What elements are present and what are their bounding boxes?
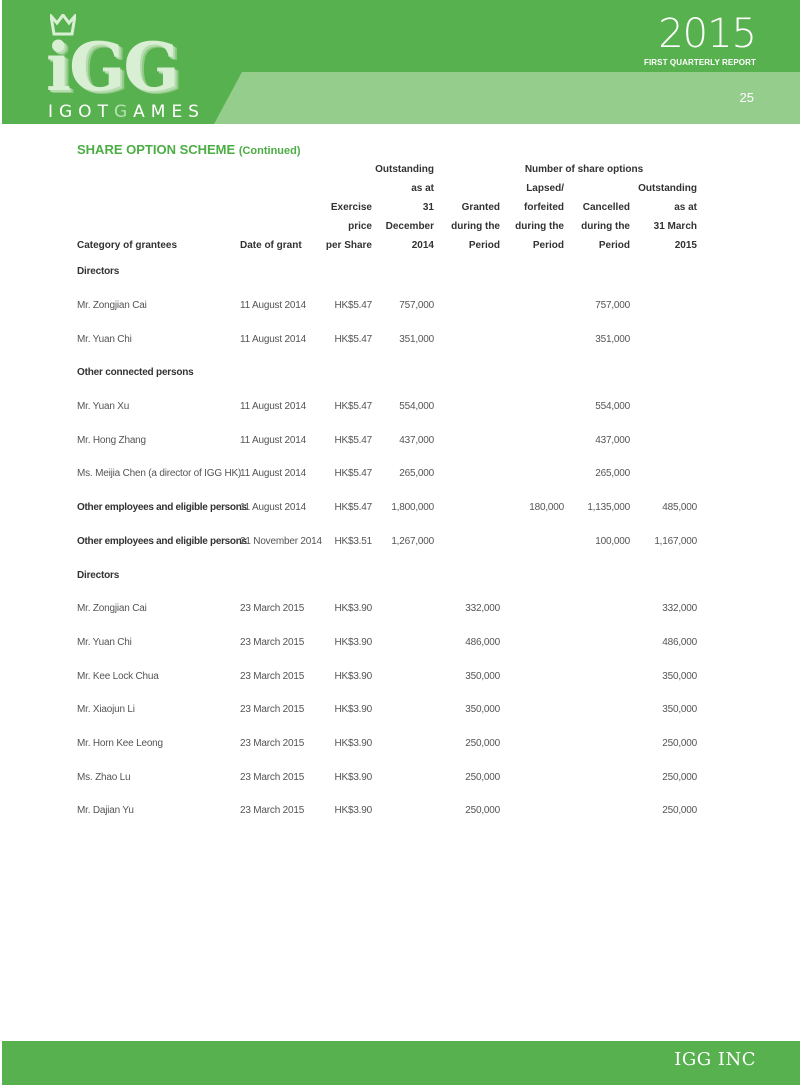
table-row	[77, 423, 697, 457]
cell-price: HK$5.47	[334, 434, 372, 446]
cell-date: 11 August 2014	[240, 401, 306, 413]
cell-out-2015: 250,000	[662, 737, 697, 749]
cell-lapsed	[500, 693, 564, 727]
cell-price: HK$3.90	[334, 603, 372, 615]
logo-tagline: IGOTGAMES	[48, 102, 205, 122]
cell-out-2014	[372, 794, 434, 828]
cell-price: HK$5.47	[334, 401, 372, 413]
cell-granted	[434, 390, 500, 424]
cell-price: HK$5.47	[334, 502, 372, 514]
page-number: 25	[739, 90, 754, 105]
cell-cancelled	[564, 760, 630, 794]
cell-name: Other employees and eligible persons	[77, 535, 247, 547]
cell-name: Mr. Horn Kee Leong	[77, 737, 163, 749]
cell-cancelled	[564, 659, 630, 693]
table-row	[77, 693, 697, 727]
cell-out-2015: 485,000	[662, 502, 697, 514]
cell-out-2015: 350,000	[662, 704, 697, 716]
cell-name: Ms. Zhao Lu	[77, 771, 131, 783]
cell-out-2014: 1,800,000	[391, 502, 434, 514]
cell-cancelled: 757,000	[595, 300, 630, 312]
cell-date: 23 March 2015	[240, 805, 305, 817]
column-header: Granted during the Period	[451, 202, 500, 251]
table-row	[77, 659, 697, 693]
table-row	[77, 289, 697, 323]
cell-date: 23 March 2015	[240, 737, 305, 749]
column-header: Outstanding as at 31 March 2015	[638, 183, 697, 251]
cell-name: Mr. Yuan Chi	[77, 636, 132, 648]
share-option-table	[77, 160, 697, 828]
section-title: SHARE OPTION SCHEME (Continued)	[77, 142, 301, 157]
cell-granted	[434, 491, 500, 525]
cell-lapsed	[500, 794, 564, 828]
column-header: Lapsed/ forfeited during the Period	[515, 183, 564, 251]
cell-name: Mr. Dajian Yu	[77, 805, 134, 817]
cell-cancelled	[564, 794, 630, 828]
cell-out-2015: 1,167,000	[654, 535, 697, 547]
cell-price: HK$3.90	[334, 737, 372, 749]
cell-lapsed	[500, 626, 564, 660]
cell-out-2015: 250,000	[662, 771, 697, 783]
cell-out-2014: 757,000	[399, 300, 434, 312]
cell-lapsed	[500, 423, 564, 457]
cell-granted: 250,000	[465, 771, 500, 783]
cell-cancelled: 437,000	[595, 434, 630, 446]
cell-name: Other employees and eligible persons	[77, 502, 247, 514]
footer-company: IGG INC	[674, 1049, 756, 1070]
cell-lapsed	[500, 390, 564, 424]
cell-out-2015: 486,000	[662, 636, 697, 648]
cell-out-2014: 1,267,000	[391, 535, 434, 547]
cell-cancelled	[564, 592, 630, 626]
column-header: Category of grantees	[77, 240, 178, 251]
cell-granted	[434, 525, 500, 559]
cell-price: HK$3.90	[334, 704, 372, 716]
span-header: Number of share options	[524, 164, 644, 175]
cell-name: Mr. Yuan Chi	[77, 333, 132, 345]
cell-cancelled: 1,135,000	[587, 502, 630, 514]
cell-cancelled	[564, 693, 630, 727]
category-label: Other connected persons	[77, 367, 194, 379]
cell-out-2015	[630, 289, 697, 323]
table-row	[77, 390, 697, 424]
report-year: 2015	[658, 11, 756, 57]
cell-cancelled: 351,000	[595, 333, 630, 345]
logo-mark: iGG	[46, 28, 178, 106]
cell-out-2015: 350,000	[662, 670, 697, 682]
cell-out-2014	[372, 592, 434, 626]
cell-granted: 250,000	[465, 737, 500, 749]
cell-lapsed	[500, 659, 564, 693]
cell-out-2015	[630, 457, 697, 491]
cell-price: HK$5.47	[334, 300, 372, 312]
cell-lapsed	[500, 592, 564, 626]
table-row	[77, 727, 697, 761]
cell-out-2014: 437,000	[399, 434, 434, 446]
cell-price: HK$3.90	[334, 771, 372, 783]
cell-out-2015: 250,000	[662, 805, 697, 817]
table-row	[77, 760, 697, 794]
category-row	[77, 255, 697, 289]
cell-granted	[434, 457, 500, 491]
table-row	[77, 592, 697, 626]
cell-out-2015: 332,000	[662, 603, 697, 615]
cell-date: 11 August 2014	[240, 502, 306, 514]
column-header: Cancelled during the Period	[581, 202, 630, 251]
cell-cancelled: 554,000	[595, 401, 630, 413]
igg-logo	[46, 10, 216, 120]
cell-price: HK$5.47	[334, 333, 372, 345]
cell-lapsed	[500, 760, 564, 794]
cell-out-2014: 554,000	[399, 401, 434, 413]
cell-lapsed	[500, 322, 564, 356]
cell-lapsed	[500, 289, 564, 323]
cell-name: Mr. Zongjian Cai	[77, 300, 147, 312]
cell-price: HK$5.47	[334, 468, 372, 480]
cell-date: 11 August 2014	[240, 434, 306, 446]
cell-cancelled: 265,000	[595, 468, 630, 480]
cell-lapsed	[500, 457, 564, 491]
cell-date: 23 March 2015	[240, 636, 305, 648]
cell-name: Mr. Zongjian Cai	[77, 603, 147, 615]
category-label: Directors	[77, 569, 120, 581]
column-header: Date of grant	[240, 240, 302, 251]
table-row	[77, 525, 697, 559]
category-label: Directors	[77, 266, 120, 278]
cell-out-2014	[372, 760, 434, 794]
table-row	[77, 794, 697, 828]
cell-date: 11 August 2014	[240, 300, 306, 312]
cell-out-2015	[630, 322, 697, 356]
cell-lapsed	[500, 525, 564, 559]
cell-out-2014: 351,000	[399, 333, 434, 345]
section-subtitle: (Continued)	[238, 145, 301, 157]
cell-lapsed	[500, 727, 564, 761]
cell-price: HK$3.90	[334, 670, 372, 682]
cell-name: Mr. Yuan Xu	[77, 401, 130, 413]
cell-granted	[434, 423, 500, 457]
cell-lapsed: 180,000	[529, 502, 564, 514]
cell-date: 23 March 2015	[240, 603, 305, 615]
cell-price: HK$3.90	[334, 636, 372, 648]
cell-name: Mr. Kee Lock Chua	[77, 670, 159, 682]
page-header	[2, 0, 800, 124]
cell-name: Mr. Xiaojun Li	[77, 704, 135, 716]
column-header: Outstanding as at 31 December 2014	[375, 164, 434, 251]
cell-granted: 332,000	[465, 603, 500, 615]
cell-granted	[434, 289, 500, 323]
table-row	[77, 322, 697, 356]
cell-granted: 250,000	[465, 805, 500, 817]
report-subtitle: FIRST QUARTERLY REPORT	[644, 58, 756, 67]
cell-granted: 350,000	[465, 670, 500, 682]
column-header: Exercise price per Share	[325, 202, 372, 251]
cell-cancelled: 100,000	[595, 535, 630, 547]
cell-cancelled	[564, 727, 630, 761]
table-row	[77, 626, 697, 660]
cell-out-2014	[372, 693, 434, 727]
cell-granted	[434, 322, 500, 356]
page-footer	[2, 1041, 800, 1085]
cell-out-2015	[630, 390, 697, 424]
category-row	[77, 356, 697, 390]
cell-date: 23 March 2015	[240, 704, 305, 716]
cell-price: HK$3.51	[334, 535, 372, 547]
cell-name: Mr. Hong Zhang	[77, 434, 146, 446]
cell-date: 21 November 2014	[240, 535, 322, 547]
cell-date: 11 August 2014	[240, 333, 306, 345]
cell-date: 23 March 2015	[240, 771, 305, 783]
table-row	[77, 491, 697, 525]
cell-out-2015	[630, 423, 697, 457]
cell-cancelled	[564, 626, 630, 660]
cell-out-2014	[372, 626, 434, 660]
cell-price: HK$3.90	[334, 805, 372, 817]
cell-date: 11 August 2014	[240, 468, 306, 480]
table-row	[77, 457, 697, 491]
category-row	[77, 558, 697, 592]
cell-date: 23 March 2015	[240, 670, 305, 682]
cell-out-2014	[372, 727, 434, 761]
cell-out-2014: 265,000	[399, 468, 434, 480]
cell-name: Ms. Meijia Chen (a director of IGG HK)	[77, 468, 242, 480]
cell-granted: 486,000	[465, 636, 500, 648]
cell-out-2014	[372, 659, 434, 693]
cell-granted: 350,000	[465, 704, 500, 716]
